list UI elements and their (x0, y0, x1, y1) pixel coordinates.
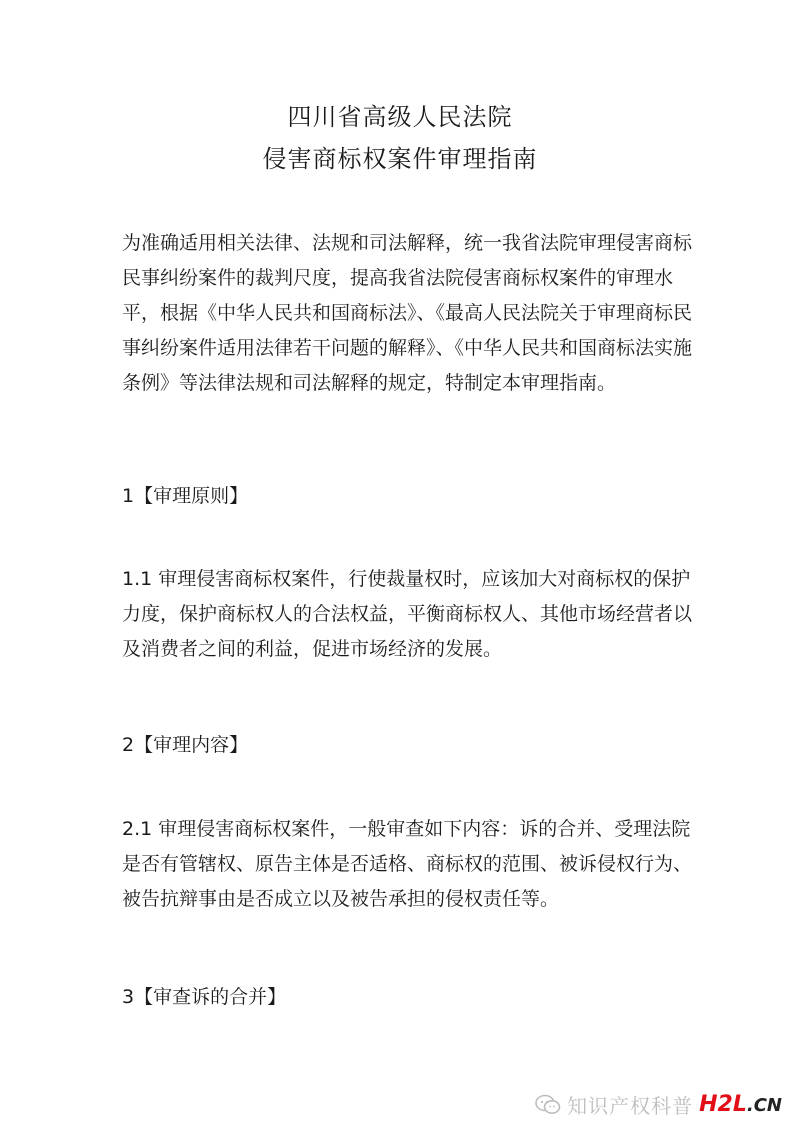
section-1-paragraph: 1.1 审理侵害商标权案件，行使裁量权时，应该加大对商标权的保护力度，保护商标权人的合法权益，平衡商标权人、其他市场经营者以及消费者之间的利益，促进市场经济的发展。 (122, 568, 693, 660)
logo-2: 2 (717, 1092, 733, 1117)
watermark (535, 1090, 782, 1119)
section-2-heading: 2【审理内容】 (122, 734, 249, 756)
section-3-heading: 3【审查诉的合并】 (122, 986, 287, 1008)
wechat-icon (535, 1094, 561, 1116)
logo-h: H (699, 1092, 718, 1117)
logo-l: L (732, 1092, 747, 1117)
document-title (0, 96, 800, 180)
watermark-text: 知识产权科普 (567, 1094, 694, 1118)
title-court-name: 四川省高级人民法院 (287, 103, 513, 131)
title-guide-name: 侵害商标权案件审理指南 (262, 145, 538, 173)
intro-paragraph: 为准确适用相关法律、法规和司法解释，统一我省法院审理侵害商标民事纠纷案件的裁判尺度，提高我省法院侵害商标权案件的审理水平，根据《中华人民共和国商标法》、《最高人民法院关于审理商标民事纠纷案件适用法律若干问题的解释》、《中华人民共和国商标法实施条例》等法律法规和司法解释的规定，特制定本审理指南。 (122, 232, 693, 394)
section-2-paragraph: 2.1 审理侵害商标权案件，一般审查如下内容：诉的合并、受理法院是否有管辖权、原告主体是否适格、商标权的范围、被诉侵权行为、被告抗辩事由是否成立以及被告承担的侵权责任等。 (122, 818, 693, 910)
logo-cn: .CN (746, 1095, 782, 1116)
h2l-logo (699, 1092, 782, 1117)
section-1-heading: 1【审理原则】 (122, 485, 249, 507)
